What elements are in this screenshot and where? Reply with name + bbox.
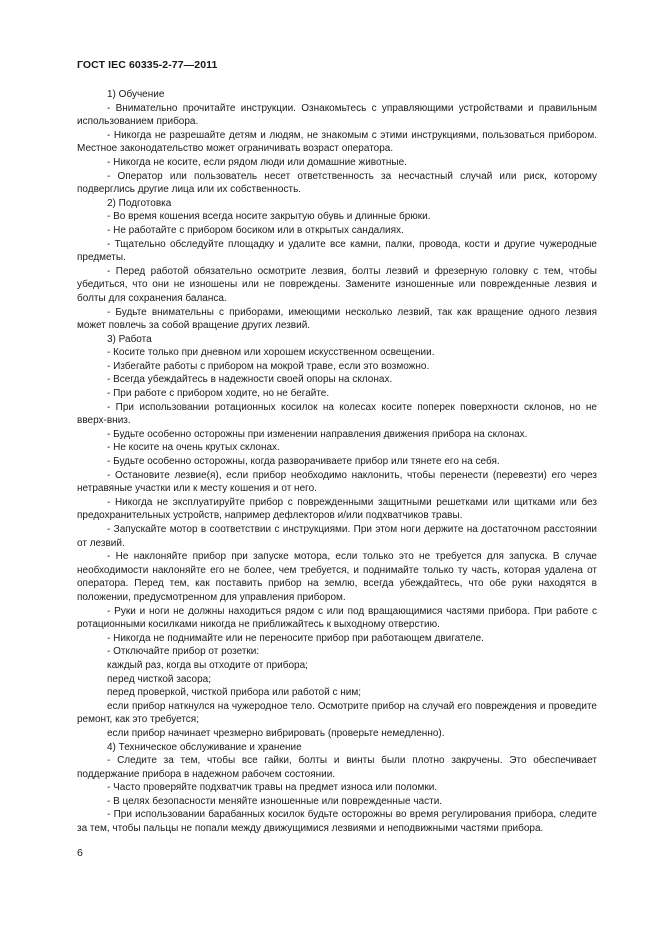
standard-header: ГОСТ IEC 60335-2-77—2011 xyxy=(77,59,218,71)
document-body xyxy=(77,88,597,836)
paragraph: - Никогда не косите, если рядом люди или домашние животные. xyxy=(107,156,407,168)
paragraph: - Следите за тем, чтобы все гайки, болты и винты были плотно закручены. Это обеспечивает поддержание прибора в надежном рабочем состоянии. xyxy=(77,755,597,780)
paragraph: - Запускайте мотор в соответствии с инструкциями. При этом ноги держите на достаточном расстоянии от лезвий. xyxy=(77,524,597,549)
paragraph: каждый раз, когда вы отходите от прибора; xyxy=(107,659,308,671)
paragraph: - Во время кошения всегда носите закрытую обувь и длинные брюки. xyxy=(107,211,431,223)
paragraph: - Будьте особенно осторожны при изменении направления движения прибора на склонах. xyxy=(107,428,528,440)
paragraph: - При работе с прибором ходите, но не бегайте. xyxy=(107,388,330,400)
paragraph: - Никогда не разрешайте детям и людям, не знакомым с этими инструкциями, пользоваться прибором. Местное законодательство может ограничивать возраст оператора. xyxy=(77,129,597,155)
paragraph: - Тщательно обследуйте площадку и удалите все камни, палки, провода, кости и другие чужеродные предметы. xyxy=(77,238,597,264)
paragraph: - Часто проверяйте подхватчик травы на предмет износа или поломки. xyxy=(107,782,438,794)
paragraph: - Избегайте работы с прибором на мокрой траве, если это возможно. xyxy=(107,360,430,372)
paragraph: - Никогда не эксплуатируйте прибор с поврежденными защитными решетками или щитками или без предохранительных устройств, например дефлекторов и/или подхватчиков травы. xyxy=(77,496,597,522)
paragraph: - Никогда не поднимайте или не переносите прибор при работающем двигателе. xyxy=(107,632,484,644)
paragraph: - Будьте особенно осторожны, когда разворачиваете прибор или тянете его на себя. xyxy=(107,456,500,468)
paragraph: перед проверкой, чисткой прибора или работой с ним; xyxy=(107,687,361,699)
paragraph: - Остановите лезвие(я), если прибор необходимо наклонить, чтобы перенести (перевезти) его через нетравяные участки или к месту кошения и от него. xyxy=(77,469,597,495)
paragraph: - Косите только при дневном или хорошем искусственном освещении. xyxy=(107,347,435,359)
paragraph: - Всегда убеждайтесь в надежности своей опоры на склонах. xyxy=(107,374,393,386)
section-heading: 1) Обучение xyxy=(107,89,165,100)
section-heading: 4) Техническое обслуживание и хранение xyxy=(107,741,302,753)
section-heading: 3) Работа xyxy=(107,333,152,345)
paragraph: если прибор начинает чрезмерно вибрировать (проверьте немедленно). xyxy=(107,727,445,739)
page-number: 6 xyxy=(77,847,83,859)
paragraph: - При использовании барабанных косилок будьте осторожны во время регулирования прибора, следите за тем, чтобы пальцы не попали между движущимися лезвиями и неподвижными частями прибора. xyxy=(77,809,597,835)
section-heading: 2) Подготовка xyxy=(107,197,172,209)
paragraph: - Не косите на очень крутых склонах. xyxy=(107,442,280,454)
paragraph: - Будьте внимательны с приборами, имеющими несколько лезвий, так как вращение одного лезвия может повлечь за собой вращение других лезвий. xyxy=(77,306,597,332)
paragraph: перед чисткой засора; xyxy=(107,673,212,685)
paragraph: если прибор наткнулся на чужеродное тело. Осмотрите прибор на случай его повреждения и проведите ремонт, как это требуется; xyxy=(77,700,597,726)
paragraph: - Оператор или пользователь несет ответственность за несчастный случай или риск, которому подверглись другие лица или их собственность. xyxy=(77,170,597,196)
paragraph: - Не наклоняйте прибор при запуске мотора, если только это не требуется для запуска. В случае необходимости наклоняйте его не более, чем требуется, и поднимайте только ту часть, которая удалена от оператора. Перед тем, как поставить прибор на землю, всегда убеждайтесь, что обе руки находятся в положении, предусмотренном для управления прибором. xyxy=(77,551,597,603)
paragraph: - Внимательно прочитайте инструкции. Ознакомьтесь с управляющими устройствами и правильным использованием прибора. xyxy=(77,102,597,128)
paragraph: - Руки и ноги не должны находиться рядом с или под вращающимися частями прибора. При работе с ротационными косилками никогда не приближайтесь к выходному отверстию. xyxy=(77,605,597,631)
paragraph: - Отключайте прибор от розетки: xyxy=(107,646,260,658)
paragraph: - В целях безопасности меняйте изношенные или поврежденные части. xyxy=(107,795,443,807)
paragraph: - Не работайте с прибором босиком или в открытых сандалиях. xyxy=(107,224,404,236)
paragraph: - При использовании ротационных косилок на колесах косите поперек поверхности склонов, но не вверх-вниз. xyxy=(77,401,597,427)
paragraph: - Перед работой обязательно осмотрите лезвия, болты лезвий и фрезерную головку с тем, чтобы убедиться, что они не изношены или не повреждены. Замените изношенные или поврежденные лезвия и болты для сохранения баланса. xyxy=(77,265,597,304)
